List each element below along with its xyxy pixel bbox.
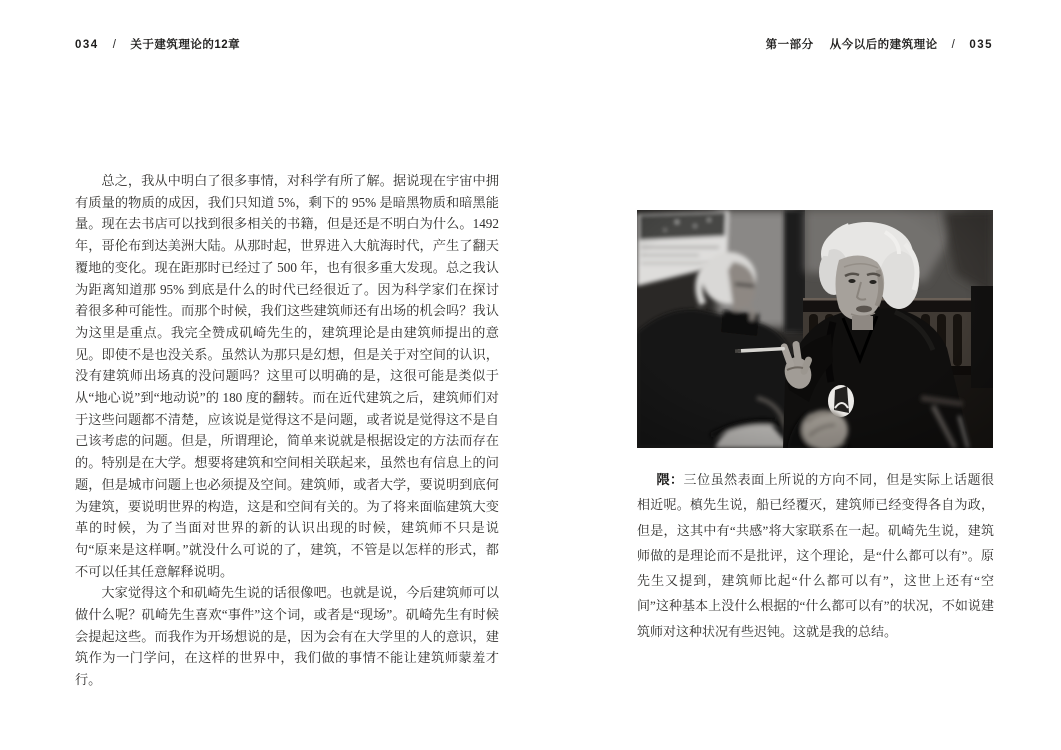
body-paragraph: 大家觉得这个和矶崎先生说的话很像吧。也就是说，今后建筑师可以做什么呢？矶崎先生喜欢“事件”这个词，或者是“现场”。矶崎先生有时候会提起这些。而我作为开场想说的是，因为会有在大学里的人的意识，建筑作为一门学问，在这样的世界中，我们做的事情不能让建筑师蒙羞才行。 bbox=[75, 585, 499, 688]
right-head-slash: / bbox=[951, 39, 956, 51]
right-running-head bbox=[766, 36, 993, 52]
seminar-photo bbox=[637, 210, 993, 448]
part-label: 第一部分 bbox=[765, 39, 814, 51]
caption-paragraph bbox=[637, 467, 994, 644]
chapter-title: 关于建筑理论的12章 bbox=[130, 39, 241, 51]
photo-vignette bbox=[637, 210, 993, 448]
body-text-block bbox=[75, 170, 499, 691]
caption-speaker-label: 隈： bbox=[656, 472, 684, 487]
section-title: 从今以后的建筑理论 bbox=[829, 39, 938, 51]
left-running-head bbox=[75, 36, 240, 52]
caption-text: 三位虽然表面上所说的方向不同，但是实际上话题很相近呢。槙先生说，船已经覆灭，建筑师已经变得各自为政，但是，这其中有“共感”将大家联系在一起。矶崎先生说，建筑师做的是理论而不是批评，这个理论，是“什么都可以有”。原先生又提到，建筑师比起“什么都可以有”，这世上还有“空间”这种基本上没什么根据的“什么都可以有”的状况，不如说建筑师对这种状况有些迟钝。这就是我的总结。 bbox=[637, 472, 994, 639]
body-paragraph: 总之，我从中明白了很多事情，对科学有所了解。据说现在宇宙中拥有质量的物质的成因，我们只知道 5%，剩下的 95% 是暗黑物质和暗黑能量。现在去书店可以找到很多相关的书籍，但是还是不明白为什么。1492 年，哥伦布到达美洲大陆。从那时起，世界进入大航海时代，产生了翻天覆地的变化。现在距那时已经过了 500 年，也有很多重大发现。总之我认为距离知道那 95% 到底是什么的时代已经很近了。因为科学家们在探讨着很多种可能性。而那个时候，我们这些建筑师还有出场的机会吗？我认为这里是重点。我完全赞成矶崎先生的，建筑理论是由建筑师提出的意见。即使不是也没关系。虽然认为那只是幻想，但是关于对空间的认识，没有建筑师出场真的没问题吗？这里可以明确的是，这很可能是类似于从“地心说”到“地动说”的 180 度的翻转。而在近代建筑之后，建筑师们对于这些问题都不清楚，应该说是觉得这不是问题，或者说是觉得这不是自己该考虑的问题。但是，所谓理论，简单来说就是根据设定的方法而存在的。特别是在大学。想要将建筑和空间相关联起来，虽然也有信息上的问题，但是城市问题上也必须提及空间。建筑师，或者大学，要说明到底何为建筑，要说明世界的构造，这是和空间有关的。为了将来面临建筑大变革的时候，为了当面对世界的新的认识出现的时候，建筑师不只是说句“原来是这样啊。”就没什么可说的了，建筑，不管是以怎样的形式，都不可以任其任意解释说明。 bbox=[75, 173, 499, 579]
left-page-number: 034 bbox=[75, 39, 99, 51]
left-head-slash: / bbox=[112, 39, 117, 51]
right-page-number: 035 bbox=[969, 39, 993, 51]
photo-caption bbox=[637, 467, 994, 644]
